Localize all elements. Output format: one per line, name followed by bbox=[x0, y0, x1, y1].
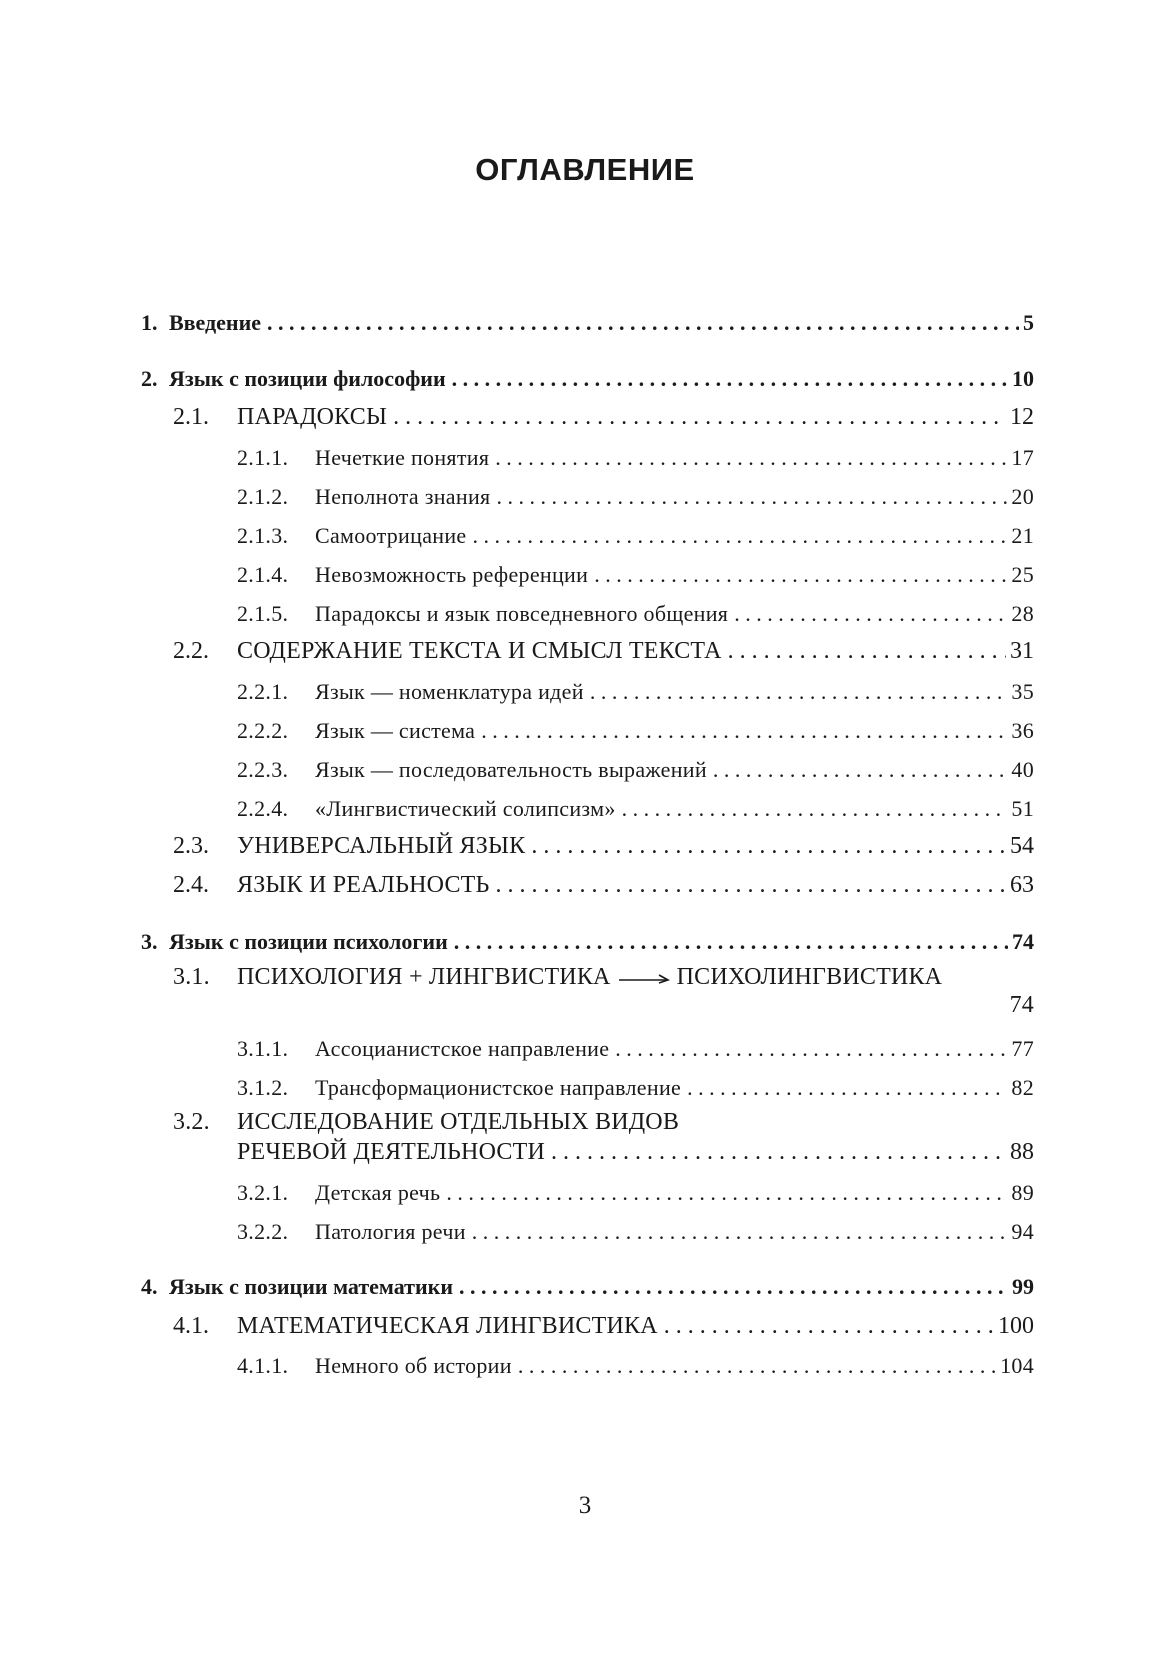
entry-number: 2.1.4. bbox=[237, 562, 289, 587]
dot-leader bbox=[267, 310, 1019, 336]
toc-entry-3-2[interactable] bbox=[237, 1139, 1034, 1166]
entry-page: 77 bbox=[1011, 1036, 1034, 1061]
dot-leader bbox=[734, 601, 1007, 627]
dot-leader bbox=[615, 1036, 1007, 1062]
dot-leader bbox=[664, 1313, 994, 1340]
entry-page: 35 bbox=[1011, 679, 1034, 704]
toc-entry-2-1-5[interactable] bbox=[237, 601, 1034, 627]
toc-entry-4-1[interactable] bbox=[173, 1313, 1034, 1340]
dot-leader bbox=[452, 366, 1008, 392]
entry-number: 2.2. bbox=[173, 638, 209, 664]
entry-page: 82 bbox=[1011, 1075, 1034, 1100]
toc-entry-2-2-4[interactable] bbox=[237, 796, 1034, 822]
entry-number: 2. bbox=[141, 366, 158, 391]
entry-label: Введение bbox=[169, 310, 262, 335]
toc-entry-ch3[interactable] bbox=[141, 929, 1034, 955]
entry-number: 2.2.4. bbox=[237, 796, 289, 821]
toc-entry-2-1-4[interactable] bbox=[237, 562, 1034, 588]
dot-leader bbox=[472, 1219, 1008, 1245]
dot-leader bbox=[687, 1075, 1007, 1101]
entry-label: Язык с позиции психологии bbox=[169, 929, 448, 954]
dot-leader bbox=[531, 833, 1006, 860]
arrow-right-icon bbox=[617, 971, 671, 985]
dot-leader bbox=[728, 638, 1006, 665]
entry-number: 3.2.2. bbox=[237, 1219, 289, 1244]
dot-leader bbox=[481, 718, 1007, 744]
entry-label: Ассоцианистское направление bbox=[315, 1036, 610, 1061]
entry-page: 25 bbox=[1011, 562, 1034, 587]
entry-label: Язык с позиции философии bbox=[169, 366, 446, 391]
toc-entry-3-1-page bbox=[1010, 992, 1034, 1019]
entry-number: 2.1. bbox=[173, 404, 209, 430]
entry-number: 2.1.1. bbox=[237, 445, 289, 470]
entry-label-left: ПСИХОЛОГИЯ + ЛИНГВИСТИКА bbox=[237, 964, 611, 990]
dot-leader bbox=[594, 562, 1007, 588]
entry-label: ПАРАДОКСЫ bbox=[237, 404, 388, 430]
entry-label: СОДЕРЖАНИЕ ТЕКСТА И СМЫСЛ ТЕКСТА bbox=[237, 638, 722, 664]
entry-page: 51 bbox=[1011, 796, 1034, 821]
toc-entry-3-2-1[interactable] bbox=[237, 1180, 1034, 1206]
entry-page: 63 bbox=[1010, 872, 1034, 898]
entry-number: 2.2.2. bbox=[237, 718, 289, 743]
toc-entry-2-2-2[interactable] bbox=[237, 718, 1034, 744]
entry-label: Самоотрицание bbox=[315, 523, 467, 548]
entry-number: 4. bbox=[141, 1274, 158, 1299]
entry-number: 3. bbox=[141, 929, 158, 954]
entry-page: 12 bbox=[1010, 404, 1034, 430]
toc-entry-4-1-1[interactable] bbox=[237, 1353, 1034, 1379]
entry-page: 104 bbox=[1000, 1353, 1034, 1378]
entry-label: Язык — последовательность выражений bbox=[315, 757, 707, 782]
entry-label: Парадоксы и язык повседневного общения bbox=[315, 601, 729, 626]
entry-page: 40 bbox=[1011, 757, 1034, 782]
entry-page: 74 bbox=[1012, 929, 1034, 954]
entry-label-line2: РЕЧЕВОЙ ДЕЯТЕЛЬНОСТИ bbox=[237, 1139, 545, 1165]
toc-entry-3-1-1[interactable] bbox=[237, 1036, 1034, 1062]
toc-entry-ch4[interactable] bbox=[141, 1274, 1034, 1300]
toc-entry-2-2-3[interactable] bbox=[237, 757, 1034, 783]
entry-label: Невозможность референции bbox=[315, 562, 589, 587]
entry-label: Немного об истории bbox=[315, 1353, 512, 1378]
entry-label: Трансформационистское направление bbox=[315, 1075, 682, 1100]
toc-entry-3-2-2[interactable] bbox=[237, 1219, 1034, 1245]
entry-label: Язык — система bbox=[315, 718, 476, 743]
entry-page: 94 bbox=[1011, 1219, 1034, 1244]
toc-entry-2-2[interactable] bbox=[173, 638, 1034, 665]
entry-number: 3.1.2. bbox=[237, 1075, 289, 1100]
entry-label: Нечеткие понятия bbox=[315, 445, 490, 470]
entry-label: УНИВЕРСАЛЬНЫЙ ЯЗЫК bbox=[237, 833, 526, 859]
entry-number: 4.1.1. bbox=[237, 1353, 289, 1378]
entry-label: Неполнота знания bbox=[315, 484, 491, 509]
entry-label-line1: ИССЛЕДОВАНИЕ ОТДЕЛЬНЫХ ВИДОВ bbox=[237, 1109, 680, 1135]
page-number: 3 bbox=[578, 1492, 592, 1519]
entry-number: 2.1.3. bbox=[237, 523, 289, 548]
toc-entry-2-3[interactable] bbox=[173, 833, 1034, 860]
entry-page: 36 bbox=[1011, 718, 1034, 743]
dot-leader bbox=[496, 872, 1006, 899]
entry-number: 1. bbox=[141, 310, 158, 335]
entry-label: ЯЗЫК И РЕАЛЬНОСТЬ bbox=[237, 872, 490, 898]
entry-number: 3.2. bbox=[173, 1109, 210, 1135]
entry-page: 17 bbox=[1011, 445, 1034, 470]
entry-label: Патология речи bbox=[315, 1219, 466, 1244]
entry-label: «Лингвистический солипсизм» bbox=[315, 796, 616, 821]
toc-entry-3-1-2[interactable] bbox=[237, 1075, 1034, 1101]
entry-number: 2.2.1. bbox=[237, 679, 289, 704]
toc-entry-2-1[interactable] bbox=[173, 404, 1034, 431]
entry-page: 99 bbox=[1012, 1274, 1034, 1299]
entry-page: 88 bbox=[1010, 1139, 1034, 1165]
toc-entry-3-2-line1[interactable] bbox=[173, 1109, 679, 1136]
entry-number: 2.3. bbox=[173, 833, 209, 859]
dot-leader bbox=[472, 523, 1007, 549]
dot-leader bbox=[496, 484, 1007, 510]
dot-leader bbox=[590, 679, 1008, 705]
dot-leader bbox=[495, 445, 1007, 471]
entry-label: Язык — номенклатура идей bbox=[315, 679, 584, 704]
entry-page: 100 bbox=[998, 1313, 1034, 1339]
toc-entry-2-1-3[interactable] bbox=[237, 523, 1034, 549]
dot-leader bbox=[713, 757, 1007, 783]
toc-entry-2-1-1[interactable] bbox=[237, 445, 1034, 471]
entry-page: 5 bbox=[1023, 310, 1034, 335]
dot-leader bbox=[459, 1274, 1008, 1300]
entry-page: 20 bbox=[1011, 484, 1034, 509]
entry-number: 2.2.3. bbox=[237, 757, 289, 782]
entry-page: 10 bbox=[1012, 366, 1034, 391]
entry-page: 28 bbox=[1011, 601, 1034, 626]
entry-page: 54 bbox=[1010, 833, 1034, 859]
toc-entry-ch1[interactable] bbox=[141, 310, 1034, 336]
entry-page: 74 bbox=[1009, 992, 1034, 1018]
toc-entry-ch2[interactable] bbox=[141, 366, 1034, 392]
entry-page: 89 bbox=[1011, 1180, 1034, 1205]
dot-leader bbox=[393, 404, 1006, 431]
dot-leader bbox=[551, 1139, 1006, 1166]
toc-entry-2-1-2[interactable] bbox=[237, 484, 1034, 510]
entry-number: 2.1.2. bbox=[237, 484, 289, 509]
dot-leader bbox=[518, 1353, 996, 1379]
toc-entry-3-1[interactable] bbox=[173, 964, 942, 991]
toc-entry-2-4[interactable] bbox=[173, 872, 1034, 899]
entry-number: 3.2.1. bbox=[237, 1180, 289, 1205]
entry-label: Детская речь bbox=[315, 1180, 441, 1205]
dot-leader bbox=[446, 1180, 1007, 1206]
entry-label: МАТЕМАТИЧЕСКАЯ ЛИНГВИСТИКА bbox=[237, 1313, 658, 1339]
entry-page: 31 bbox=[1010, 638, 1034, 664]
dot-leader bbox=[454, 929, 1008, 955]
entry-number: 3.1. bbox=[173, 964, 210, 990]
entry-label: Язык с позиции математики bbox=[169, 1274, 454, 1299]
entry-number: 4.1. bbox=[173, 1313, 209, 1339]
entry-number: 3.1.1. bbox=[237, 1036, 289, 1061]
toc-entry-2-2-1[interactable] bbox=[237, 679, 1034, 705]
page-title: ОГЛАВЛЕНИЕ bbox=[475, 152, 695, 187]
entry-number: 2.1.5. bbox=[237, 601, 289, 626]
dot-leader bbox=[622, 796, 1008, 822]
entry-page: 21 bbox=[1011, 523, 1034, 548]
entry-number: 2.4. bbox=[173, 872, 209, 898]
entry-label-right: ПСИХОЛИНГВИСТИКА bbox=[676, 964, 943, 990]
